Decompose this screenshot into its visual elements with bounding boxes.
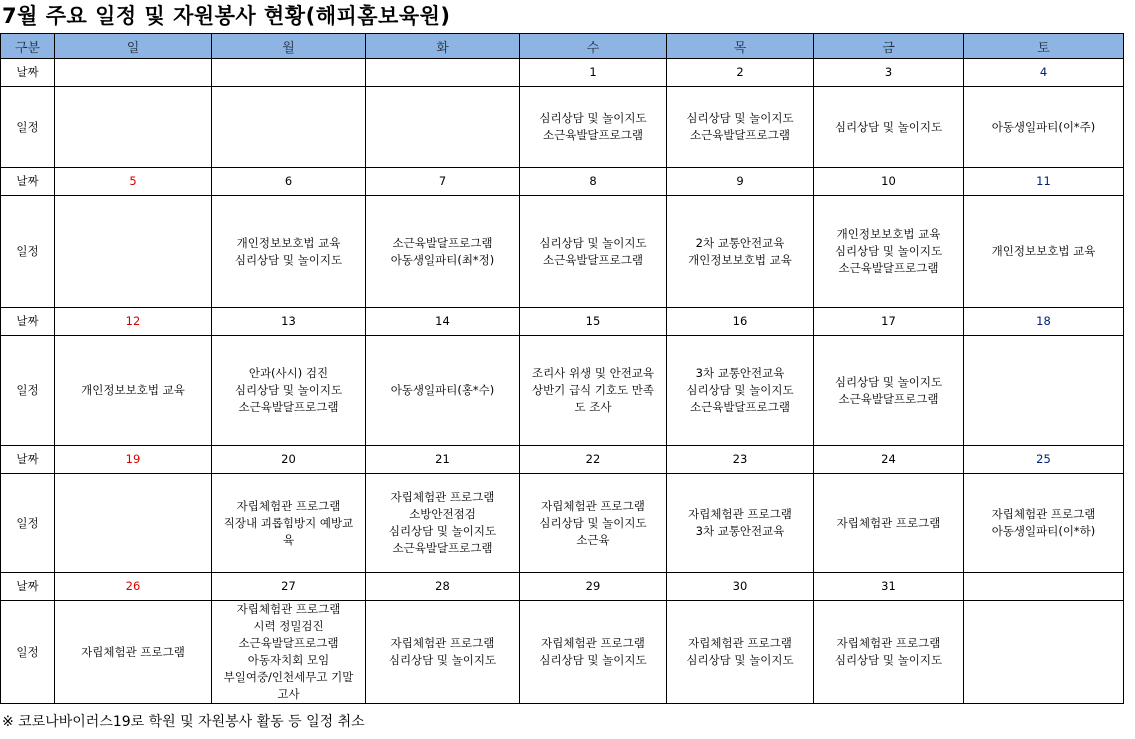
schedule-item: 도 조사 xyxy=(574,400,612,414)
schedule-row-label: 일정 xyxy=(1,87,55,168)
date-cell-mon: 13 xyxy=(212,308,366,336)
schedule-cell-mon xyxy=(212,474,366,573)
date-cell-sat: 25 xyxy=(964,446,1124,474)
schedule-row-label: 일정 xyxy=(1,336,55,446)
date-cell-sun xyxy=(55,59,212,87)
schedule-item: 아동생일파티(최*정) xyxy=(390,252,495,267)
date-cell-thu: 2 xyxy=(667,59,814,87)
date-cell-thu: 9 xyxy=(667,168,814,196)
date-row-label: 날짜 xyxy=(1,168,55,196)
schedule-item: 아동생일파티(이*하) xyxy=(991,524,1096,538)
schedule-item: 심리상담 및 놀이지도 xyxy=(686,111,794,125)
date-cell-tue: 21 xyxy=(366,446,520,474)
date-cell-sun: 12 xyxy=(55,308,212,336)
date-cell-wed: 8 xyxy=(520,168,667,196)
schedule-item: 심리상담 및 놀이지도 xyxy=(539,111,647,125)
schedule-cell-mon xyxy=(212,601,366,704)
schedule-item: 소근육발달프로그램 xyxy=(238,636,339,650)
schedule-item: 개인정보보호법 교육 xyxy=(81,383,185,397)
schedule-item: 소근육발달프로그램 xyxy=(543,128,643,142)
schedule-cell-wed xyxy=(520,336,667,446)
schedule-item: 심리상담 및 놀이지도 xyxy=(539,653,647,667)
schedule-item: 개인정보보호법 교육 xyxy=(836,227,941,241)
schedule-cell-sat xyxy=(964,87,1124,168)
schedule-item: 소근육 xyxy=(576,532,610,547)
schedule-cell-fri xyxy=(814,336,964,446)
header-fri: 금 xyxy=(814,34,964,59)
schedule-cell-sat xyxy=(964,474,1124,573)
schedule-item: 상반기 급식 기호도 만족 xyxy=(531,383,655,397)
schedule-item: 아동생일파티(홍*수) xyxy=(390,383,495,397)
schedule-cell-sat xyxy=(964,196,1124,308)
schedule-item: 조리사 위생 및 안전교육 xyxy=(531,366,655,380)
date-cell-tue: 7 xyxy=(366,168,520,196)
schedule-row xyxy=(1,336,1124,446)
schedule-cell-sun xyxy=(55,87,212,168)
date-row-label: 날짜 xyxy=(1,446,55,474)
schedule-item: 소근육발달프로그램 xyxy=(238,400,339,414)
date-cell-thu: 16 xyxy=(667,308,814,336)
schedule-cell-mon xyxy=(212,196,366,308)
schedule-cell-mon xyxy=(212,87,366,168)
date-cell-sun: 19 xyxy=(55,446,212,474)
schedule-item: 심리상담 및 놀이지도 xyxy=(834,244,943,258)
schedule-item: 개인정보보호법 교육 xyxy=(688,252,792,267)
schedule-item: 자립체험관 프로그램 xyxy=(836,636,941,650)
header-wed: 수 xyxy=(520,34,667,59)
date-cell-tue xyxy=(366,59,520,87)
schedule-item: 3차 교통안전교육 xyxy=(695,366,785,380)
date-cell-sat: 18 xyxy=(964,308,1124,336)
schedule-item: 소근육발달프로그램 xyxy=(690,400,790,414)
date-row xyxy=(1,308,1124,336)
schedule-item: 심리상담 및 놀이지도 xyxy=(686,383,794,397)
page-title: 7월 주요 일정 및 자원봉사 현황(해피홈보육원) xyxy=(2,4,451,28)
schedule-item: 아동자치회 모임 xyxy=(247,653,330,667)
schedule-cell-tue xyxy=(366,196,520,308)
header-sun: 일 xyxy=(55,34,212,59)
header-category: 구분 xyxy=(1,34,55,59)
schedule-item: 심리상담 및 놀이지도 xyxy=(834,653,943,667)
schedule-item: 심리상담 및 놀이지도 xyxy=(686,653,794,667)
schedule-item: 육 xyxy=(282,532,295,547)
schedule-item: 개인정보보호법 교육 xyxy=(236,235,341,250)
date-row xyxy=(1,168,1124,196)
schedule-item: 자립체험관 프로그램 xyxy=(541,636,645,650)
date-cell-wed: 22 xyxy=(520,446,667,474)
schedule-item: 직장내 괴롭힘방지 예방교 xyxy=(223,515,354,530)
date-row xyxy=(1,573,1124,601)
schedule-item: 심리상담 및 놀이지도 xyxy=(388,653,497,667)
schedule-item: 자립체험관 프로그램 xyxy=(836,515,941,530)
date-cell-sat: 4 xyxy=(964,59,1124,87)
schedule-cell-thu xyxy=(667,87,814,168)
schedule-item: 심리상담 및 놀이지도 xyxy=(539,515,647,530)
schedule-table xyxy=(0,33,1124,704)
schedule-cell-thu xyxy=(667,196,814,308)
schedule-row xyxy=(1,601,1124,704)
schedule-item: 소근육발달프로그램 xyxy=(392,541,493,555)
schedule-cell-thu xyxy=(667,601,814,704)
date-cell-wed: 29 xyxy=(520,573,667,601)
schedule-cell-tue xyxy=(366,474,520,573)
schedule-item: 2차 교통안전교육 xyxy=(695,235,785,250)
schedule-item: 자립체험관 프로그램 xyxy=(688,636,792,650)
schedule-item: 자립체험관 프로그램 xyxy=(390,636,495,650)
schedule-cell-fri xyxy=(814,474,964,573)
schedule-item: 소근육발달프로그램 xyxy=(392,235,493,250)
schedule-cell-wed xyxy=(520,87,667,168)
date-cell-sat xyxy=(964,573,1124,601)
date-cell-mon: 27 xyxy=(212,573,366,601)
header-mon: 월 xyxy=(212,34,366,59)
header-thu: 목 xyxy=(667,34,814,59)
schedule-row xyxy=(1,474,1124,573)
date-cell-mon: 20 xyxy=(212,446,366,474)
schedule-item: 자립체험관 프로그램 xyxy=(236,602,341,616)
schedule-item: 고사 xyxy=(277,687,300,701)
date-cell-mon xyxy=(212,59,366,87)
date-cell-fri: 24 xyxy=(814,446,964,474)
schedule-item: 심리상담 및 놀이지도 xyxy=(539,235,647,250)
schedule-cell-sun xyxy=(55,196,212,308)
header-tue: 화 xyxy=(366,34,520,59)
schedule-cell-wed xyxy=(520,196,667,308)
schedule-cell-tue xyxy=(366,336,520,446)
schedule-item: 심리상담 및 놀이지도 xyxy=(234,383,343,397)
schedule-item: 부일여중/인천세무고 기말 xyxy=(223,670,354,684)
schedule-item: 개인정보보호법 교육 xyxy=(991,244,1096,258)
date-cell-wed: 15 xyxy=(520,308,667,336)
schedule-item: 자립체험관 프로그램 xyxy=(688,507,792,521)
schedule-cell-sun xyxy=(55,336,212,446)
schedule-cell-sat xyxy=(964,601,1124,704)
schedule-cell-thu xyxy=(667,336,814,446)
date-cell-tue: 14 xyxy=(366,308,520,336)
schedule-row xyxy=(1,196,1124,308)
schedule-item: 심리상담 및 놀이지도 xyxy=(834,374,943,389)
schedule-item: 아동생일파티(이*주) xyxy=(991,119,1096,134)
schedule-row xyxy=(1,87,1124,168)
date-row-label: 날짜 xyxy=(1,59,55,87)
schedule-item: 자립체험관 프로그램 xyxy=(81,644,185,659)
schedule-cell-tue xyxy=(366,87,520,168)
schedule-item: 심리상담 및 놀이지도 xyxy=(234,252,343,267)
schedule-cell-fri xyxy=(814,601,964,704)
schedule-cell-sun xyxy=(55,474,212,573)
schedule-item: 자립체험관 프로그램 xyxy=(541,498,645,513)
schedule-row-label: 일정 xyxy=(1,474,55,573)
date-cell-fri: 3 xyxy=(814,59,964,87)
schedule-item: 소근육발달프로그램 xyxy=(838,261,939,275)
schedule-cell-thu xyxy=(667,474,814,573)
schedule-item: 시력 정밀검진 xyxy=(253,619,324,633)
date-row xyxy=(1,59,1124,87)
schedule-row-label: 일정 xyxy=(1,601,55,704)
date-cell-wed: 1 xyxy=(520,59,667,87)
date-cell-sun: 26 xyxy=(55,573,212,601)
header-row xyxy=(1,34,1124,59)
schedule-item: 소근육발달프로그램 xyxy=(543,252,643,267)
schedule-item: 3차 교통안전교육 xyxy=(695,524,785,538)
date-row xyxy=(1,446,1124,474)
date-row-label: 날짜 xyxy=(1,308,55,336)
schedule-item: 심리상담 및 놀이지도 xyxy=(834,119,943,134)
date-cell-thu: 30 xyxy=(667,573,814,601)
date-cell-thu: 23 xyxy=(667,446,814,474)
schedule-item: 소근육발달프로그램 xyxy=(838,391,939,406)
date-row-label: 날짜 xyxy=(1,573,55,601)
date-cell-fri: 10 xyxy=(814,168,964,196)
date-cell-sat: 11 xyxy=(964,168,1124,196)
date-cell-fri: 17 xyxy=(814,308,964,336)
date-cell-fri: 31 xyxy=(814,573,964,601)
schedule-cell-mon xyxy=(212,336,366,446)
schedule-item: 심리상담 및 놀이지도 xyxy=(388,524,497,538)
schedule-cell-sun xyxy=(55,601,212,704)
header-sat: 토 xyxy=(964,34,1124,59)
date-cell-mon: 6 xyxy=(212,168,366,196)
schedule-cell-fri xyxy=(814,87,964,168)
schedule-cell-fri xyxy=(814,196,964,308)
schedule-item: 자립체험관 프로그램 xyxy=(390,490,495,504)
schedule-item: 자립체험관 프로그램 xyxy=(991,507,1096,521)
date-cell-tue: 28 xyxy=(366,573,520,601)
schedule-cell-sat xyxy=(964,336,1124,446)
schedule-cell-wed xyxy=(520,601,667,704)
schedule-item: 소방안전점검 xyxy=(409,507,476,521)
schedule-item: 안과(사시) 검진 xyxy=(248,366,329,380)
footnote: ※ 코로나바이러스19로 학원 및 자원봉사 활동 등 일정 취소 xyxy=(2,714,365,730)
schedule-item: 자립체험관 프로그램 xyxy=(236,498,341,513)
schedule-cell-tue xyxy=(366,601,520,704)
schedule-cell-wed xyxy=(520,474,667,573)
date-cell-sun: 5 xyxy=(55,168,212,196)
schedule-item: 소근육발달프로그램 xyxy=(690,128,790,142)
schedule-row-label: 일정 xyxy=(1,196,55,308)
